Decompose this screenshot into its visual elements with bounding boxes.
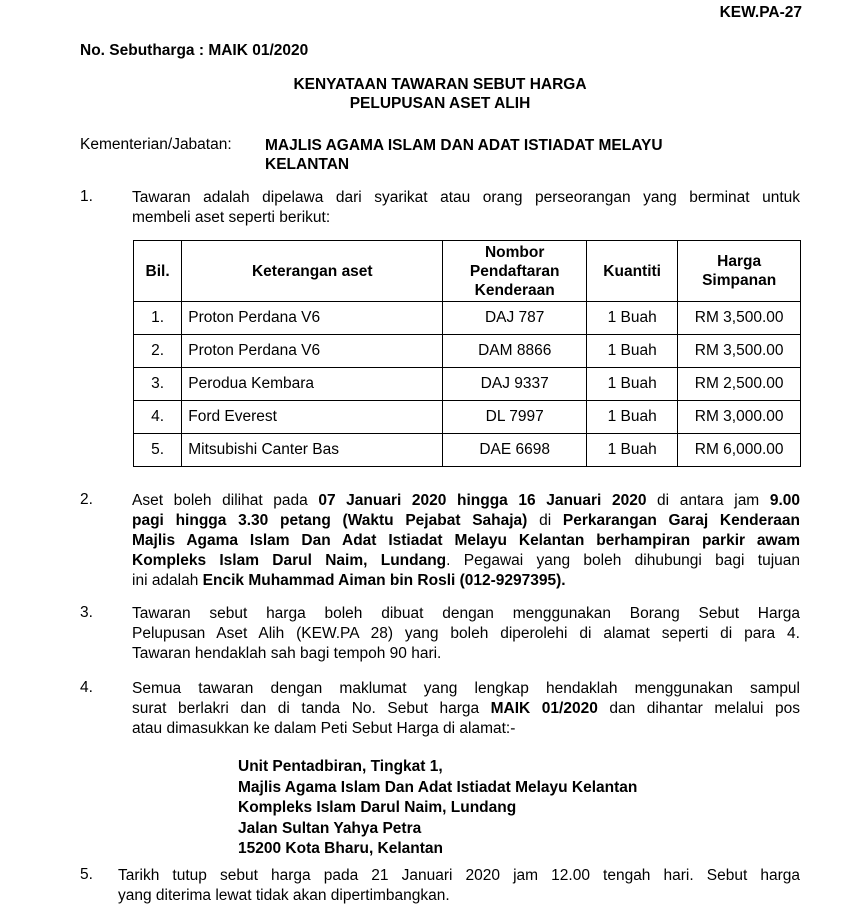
paragraph-line [132, 491, 800, 511]
cell-registration: DL 7997 [443, 401, 587, 434]
header-line: Simpanan [702, 272, 777, 289]
text-run: di antara jam [646, 492, 770, 509]
ministry-value-line: KELANTAN [265, 156, 350, 173]
paragraph-line: Pelupusan Aset Alih (KEW.PA 28) yang boleh diperolehi di alamat seperti di para 4. [132, 625, 800, 642]
cell-registration: DAJ 9337 [443, 368, 587, 401]
address-line: Majlis Agama Islam Dan Adat Istiadat Melayu Kelantan [238, 778, 638, 796]
viewing-time-start: 9.00 [769, 492, 800, 509]
header-line: Pendaftaran [469, 262, 560, 280]
cell-bil: 5. [134, 434, 182, 467]
paragraph-line: membeli aset seperti berikut: [132, 209, 331, 226]
paragraph-line: Tawaran sebut harga boleh dibuat dengan menggunakan Borang Sebut Harga [132, 605, 800, 622]
header-line: Kenderaan [474, 281, 555, 299]
cell-registration: DAE 6698 [443, 434, 587, 467]
paragraph-line: Tawaran adalah dipelawa dari syarikat atau orang perseorangan yang berminat untuk [132, 189, 800, 206]
quotation-reference: No. Sebutharga : MAIK 01/2020 [80, 42, 309, 59]
paragraph-line [132, 699, 800, 719]
paragraph-line: atau dimasukkan ke dalam Peti Sebut Harga di alamat:- [132, 720, 516, 737]
text-run: ini adalah [132, 572, 203, 589]
para-number: 4. [80, 679, 93, 696]
contact-person: Encik Muhammad Aiman bin Rosli (012-9297395). [202, 572, 566, 589]
cell-description: Proton Perdana V6 [182, 302, 443, 335]
cell-price: RM 3,000.00 [678, 401, 801, 434]
viewing-hours: pagi hingga 3.30 petang (Waktu Pejabat Sahaja) [132, 512, 528, 529]
quotation-number: MAIK 01/2020 [490, 700, 598, 717]
text-run: Aset boleh dilihat pada [132, 492, 319, 509]
viewing-location: Perkarangan Garaj Kenderaan [562, 512, 800, 529]
ministry-value-line: MAJLIS AGAMA ISLAM DAN ADAT ISTIADAT MELAYU [265, 137, 663, 154]
paragraph-line [132, 551, 800, 571]
paragraph-line: Tawaran hendaklah sah bagi tempoh 90 hari. [132, 645, 442, 662]
text-run: surat berlakri dan di tanda No. Sebut harga [132, 700, 491, 717]
ministry-label: Kementerian/Jabatan: [80, 136, 232, 153]
cell-price: RM 2,500.00 [678, 368, 801, 401]
cell-price: RM 6,000.00 [678, 434, 801, 467]
cell-bil: 1. [134, 302, 182, 335]
para-number: 1. [80, 188, 93, 205]
document-subtitle: PELUPUSAN ASET ALIH [349, 95, 531, 112]
cell-description: Proton Perdana V6 [182, 335, 443, 368]
header-description: Keterangan aset [182, 241, 443, 302]
paragraph-line: Majlis Agama Islam Dan Adat Istiadat Melayu Kelantan berhampiran parkir awam [132, 532, 800, 549]
header-quantity: Kuantiti [587, 241, 678, 302]
cell-quantity: 1 Buah [587, 302, 678, 335]
address-line: Kompleks Islam Darul Naim, Lundang [238, 799, 517, 816]
paragraph-line [132, 571, 800, 591]
header-price [678, 241, 801, 302]
submission-address [238, 757, 637, 860]
asset-table [133, 240, 801, 467]
table-row [134, 335, 801, 368]
paragraph-2 [132, 491, 800, 591]
document-title: KENYATAAN TAWARAN SEBUT HARGA [293, 76, 587, 93]
paragraph-3 [132, 604, 800, 664]
table-row [134, 302, 801, 335]
para-number: 5. [80, 866, 93, 883]
text-run: dan dihantar melalui pos [597, 700, 800, 717]
address-line: 15200 Kota Bharu, Kelantan [238, 840, 444, 857]
header-line: Nombor [484, 243, 545, 261]
form-code: KEW.PA-27 [719, 4, 802, 21]
cell-bil: 2. [134, 335, 182, 368]
viewing-location: Kompleks Islam Darul Naim, Lundang [132, 552, 447, 569]
paragraph-4 [132, 679, 800, 739]
address-line: Jalan Sultan Yahya Petra [238, 819, 422, 837]
ministry-value [265, 136, 745, 174]
cell-description: Mitsubishi Canter Bas [182, 434, 443, 467]
table-row [134, 368, 801, 401]
cell-description: Ford Everest [182, 401, 443, 434]
cell-price: RM 3,500.00 [678, 302, 801, 335]
table-header-row [134, 241, 801, 302]
cell-quantity: 1 Buah [587, 401, 678, 434]
cell-bil: 3. [134, 368, 182, 401]
paragraph-1 [132, 188, 800, 228]
cell-quantity: 1 Buah [587, 434, 678, 467]
header-line: Harga [717, 253, 762, 270]
text-run: . Pegawai yang boleh dihubungi bagi tujuan [446, 552, 800, 569]
viewing-dates: 07 Januari 2020 hingga 16 Januari 2020 [318, 492, 647, 509]
cell-quantity: 1 Buah [587, 368, 678, 401]
address-line: Unit Pentadbiran, Tingkat 1, [238, 758, 443, 775]
cell-description: Perodua Kembara [182, 368, 443, 401]
cell-quantity: 1 Buah [587, 335, 678, 368]
header-registration [443, 241, 587, 302]
cell-price: RM 3,500.00 [678, 335, 801, 368]
cell-registration: DAM 8866 [443, 335, 587, 368]
paragraph-line: yang diterima lewat tidak akan dipertimbangkan. [118, 887, 450, 904]
table-row [134, 401, 801, 434]
paragraph-line [132, 511, 800, 531]
table-row [134, 434, 801, 467]
cell-bil: 4. [134, 401, 182, 434]
para-number: 2. [80, 491, 93, 508]
header-bil: Bil. [134, 241, 182, 302]
paragraph-line: Tarikh tutup sebut harga pada 21 Januari 2020 jam 12.00 tengah hari. Sebut harga [118, 867, 800, 884]
para-number: 3. [80, 604, 93, 621]
cell-registration: DAJ 787 [443, 302, 587, 335]
paragraph-line: Semua tawaran dengan maklumat yang lengkap hendaklah menggunakan sampul [132, 680, 800, 697]
text-run: di [527, 512, 563, 529]
paragraph-5 [118, 866, 800, 906]
